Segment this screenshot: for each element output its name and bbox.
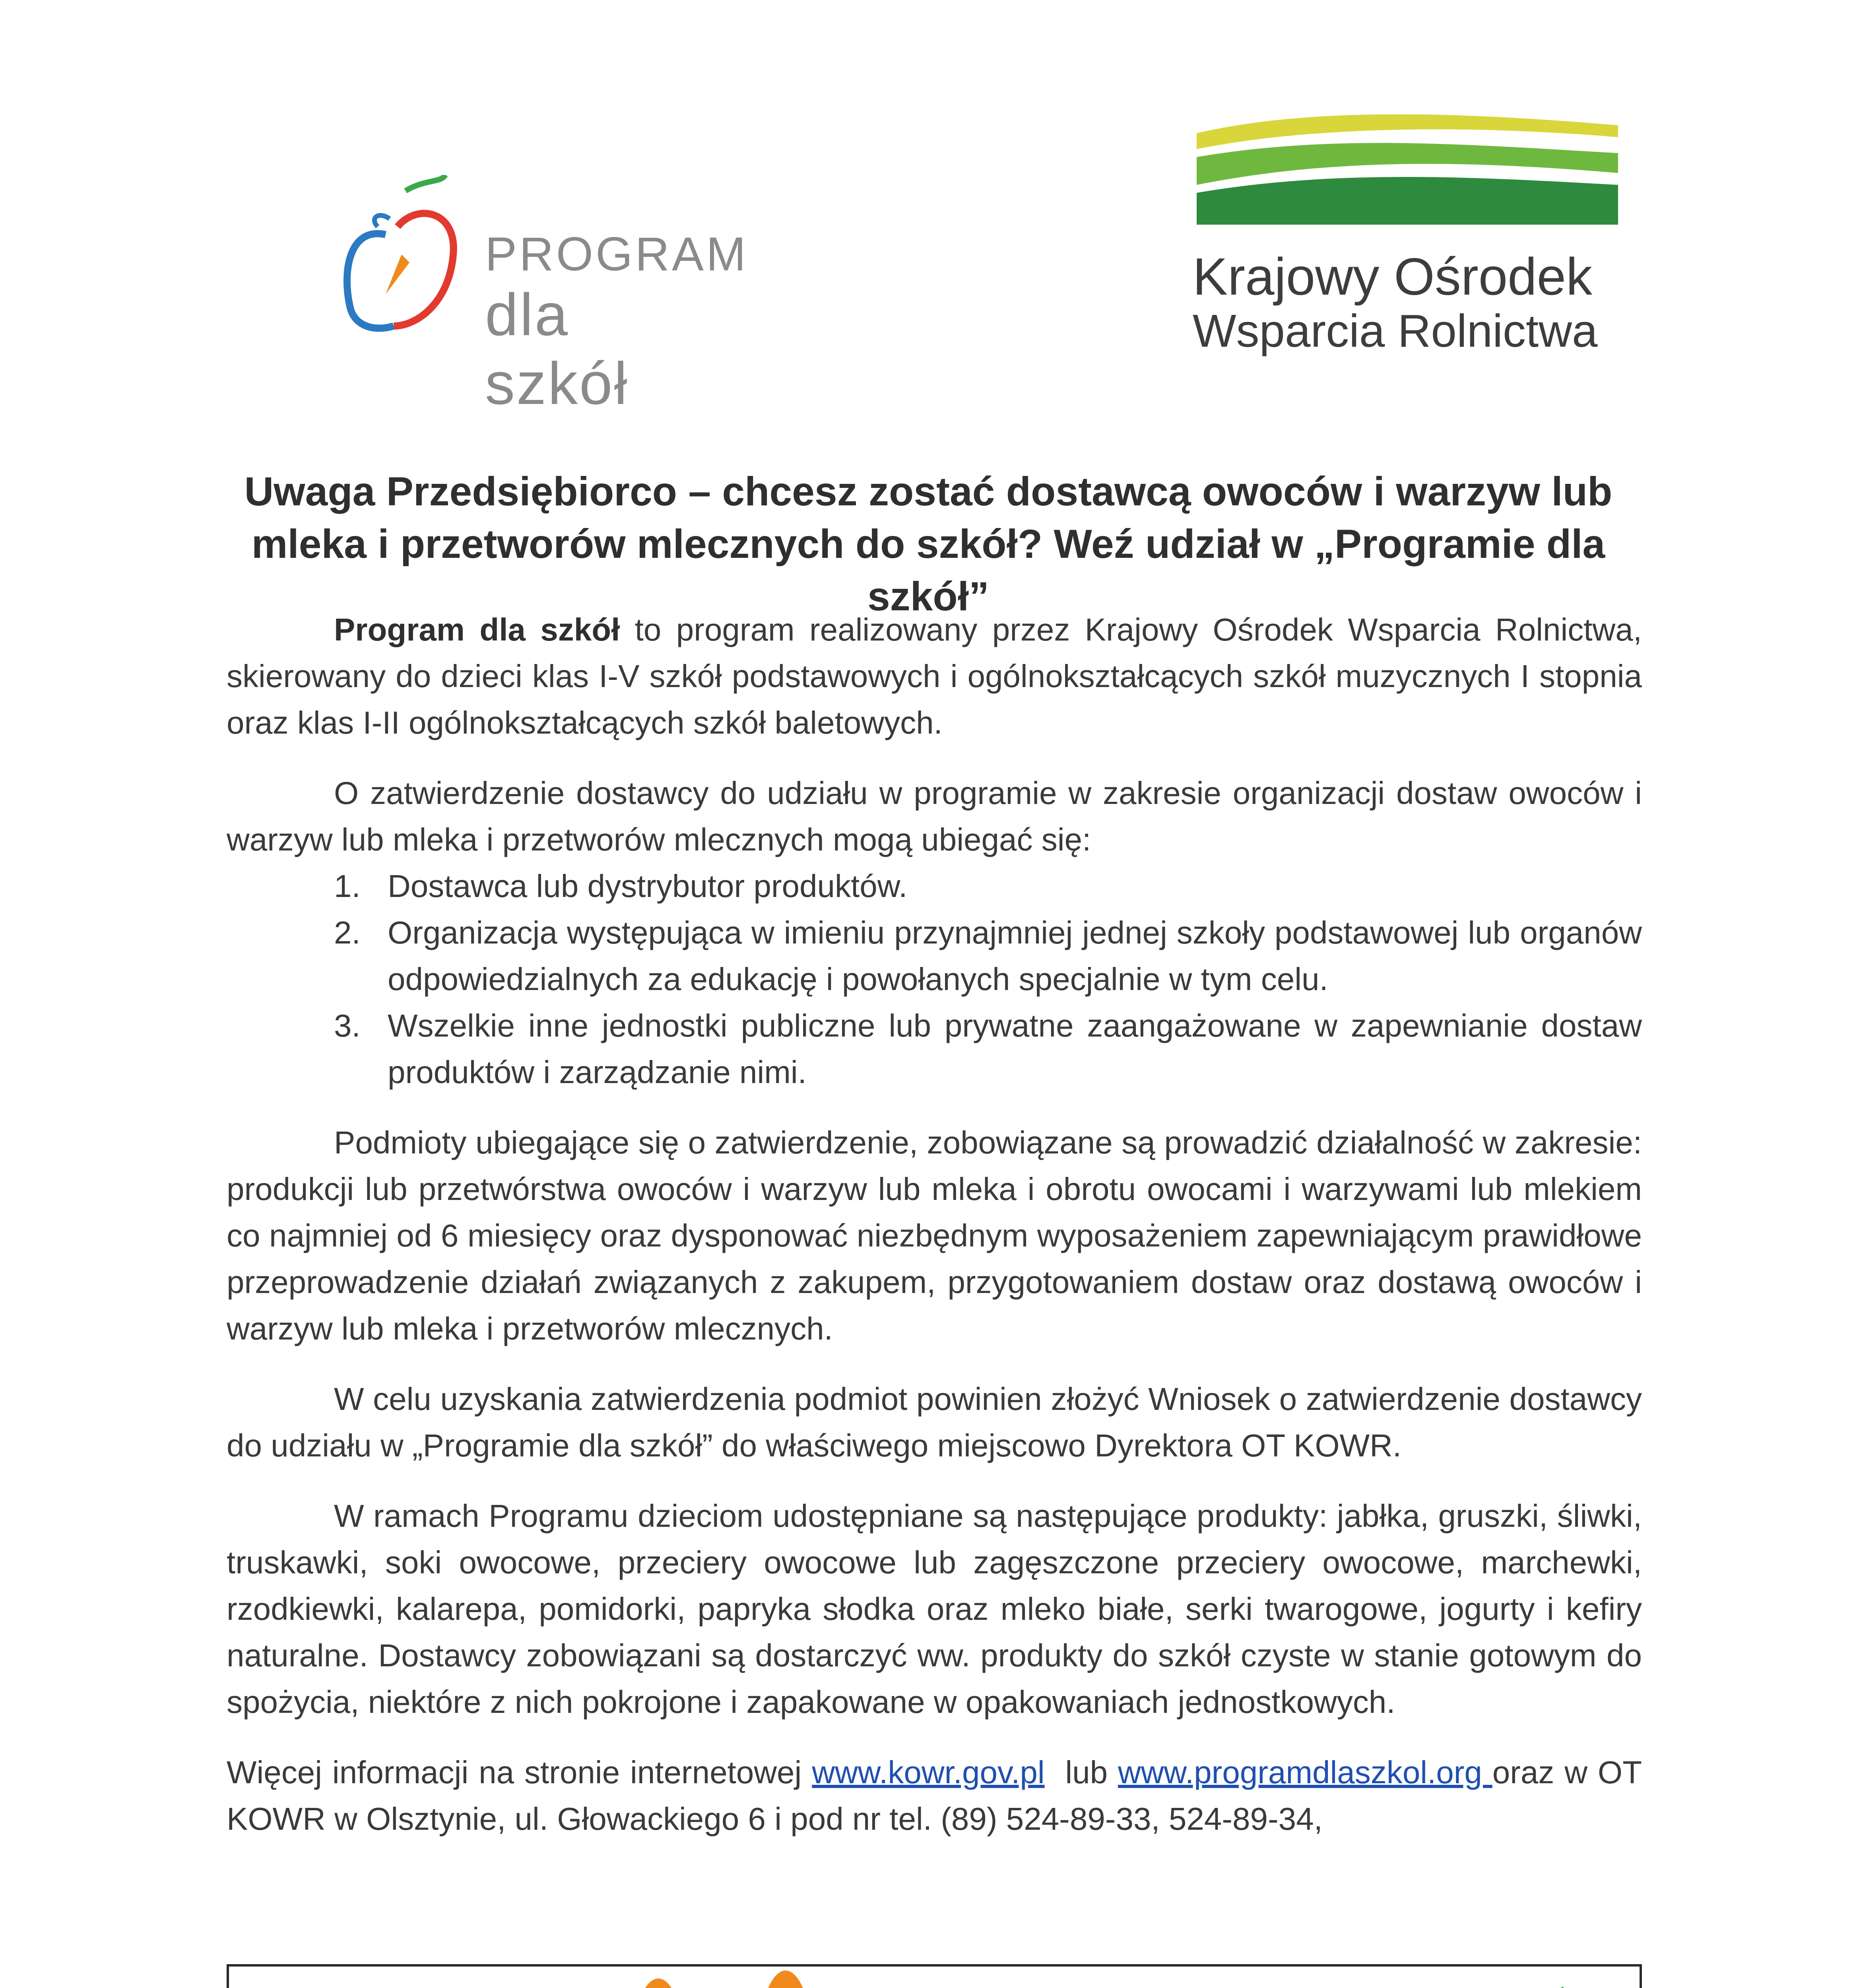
program-website-link[interactable]: www.programdlaszkol.org (1118, 1755, 1492, 1790)
cartoon-characters-illustration (229, 1967, 1640, 1988)
rabbit-character (575, 1971, 877, 1988)
more-info-paragraph (227, 1749, 1642, 1842)
kowr-logo-line1: Krajowy Ośrodek (1193, 247, 1593, 306)
more-info-mid: lub (1044, 1755, 1118, 1790)
application-paragraph: W celu uzyskania zatwierdzenia podmiot powinien złożyć Wniosek o zatwierdzenie dostawcy do udziału w „Programie dla szkół” do właściwego miejscowo Dyrektora OT KOWR. (227, 1381, 1642, 1463)
apple-carrot-icon (326, 175, 477, 342)
promo-banner (227, 1964, 1642, 1988)
products-paragraph: W ramach Programu dzieciom udostępniane są następujące produkty: jabłka, gruszki, śliwki, truskawki, soki owocowe, przeciery owocowe lub zagęszczone przeciery owocowe, marchewki, rzodkiewki, kalarepa, pomidorki, papryka słodka oraz mleko białe, serki twarogowe, jogurty i kefiry naturalne. Dostawcy zobowiązani są dostarczyć ww. produkty do szkół czyste w stanie gotowym do spożycia, niektóre z nich pokrojone i zapakowane w opakowaniach jednostkowych. (227, 1498, 1642, 1720)
intro-text: to program realizowany przez Krajowy Ośrodek Wsparcia Rolnictwa, skierowany do dzieci klas I-V szkół podstawowych i ogólnokształcących szkół muzycznych I stopnia oraz klas I-II ogólnokształcących szkół baletowych. (227, 612, 1642, 740)
title-line2: mleka i przetworów mlecznych do szkół? Weź udział w „Programie dla szkół” (251, 521, 1605, 619)
list-item (227, 863, 1642, 909)
more-info-suffix: oraz w OT KOWR w Olsztynie, ul. Głowackiego 6 i pod nr tel. (89) 524-89-33, 524-89-34, (227, 1755, 1642, 1837)
title-line1-rest: – chcesz zostać dostawcą owoców i warzyw lub (677, 469, 1613, 514)
program-logo-line1: PROGRAM (485, 227, 749, 281)
requirements-paragraph: Podmioty ubiegające się o zatwierdzenie, zobowiązane są prowadzić działalność w zakresie: produkcji lub przetwórstwa owoców i warzyw lub mleka i obrotu owocami i warzywami lub mlekiem co najmniej od 6 miesięcy oraz dysponować niezbędnym wyposażeniem zapewniającym prawidłowe przeprowadzenie działań związanych z zakupem, przygotowaniem dostaw oraz dostawą owoców i warzyw lub mleka i przetworów mlecznych. (227, 1125, 1642, 1346)
list-number: 1. (334, 868, 361, 904)
title-line1 (223, 465, 1634, 518)
list-item (227, 909, 1642, 1002)
list-number: 2. (334, 915, 361, 950)
document-body (227, 606, 1642, 1842)
intro-bold: Program dla szkół (334, 612, 620, 647)
eligibility-list (227, 863, 1642, 1095)
list-text: Wszelkie inne jednostki publiczne lub prywatne zaangażowane w zapewnianie dostaw produktów i zarządzanie nimi. (388, 1008, 1642, 1090)
kowr-website-link[interactable]: www.kowr.gov.pl (812, 1755, 1045, 1790)
program-dla-szkol-logo (326, 175, 749, 417)
program-logo-line2: dla szkół (485, 281, 629, 417)
list-text: Organizacja występująca w imieniu przynajmniej jednej szkoły podstawowej lub organów odpowiedzialnych za edukację i powołanych specjalnie w tym celu. (388, 915, 1642, 997)
list-text: Dostawca lub dystrybutor produktów. (388, 868, 908, 904)
list-item (227, 1002, 1642, 1095)
kowr-logo (1189, 109, 1622, 356)
page-title (223, 465, 1634, 623)
intro-paragraph (227, 606, 1642, 746)
more-info-prefix: Więcej informacji na stronie internetowej (227, 1755, 812, 1790)
eligibility-intro: O zatwierdzenie dostawcy do udziału w programie w zakresie organizacji dostaw owoców i warzyw lub mleka i przetworów mlecznych mogą ubiegać się: (227, 775, 1642, 857)
title-bold: Uwaga Przedsiębiorco (244, 469, 677, 514)
kowr-logo-line2: Wsparcia Rolnictwa (1193, 305, 1598, 357)
list-number: 3. (334, 1008, 361, 1043)
kowr-waves-icon (1197, 109, 1618, 229)
